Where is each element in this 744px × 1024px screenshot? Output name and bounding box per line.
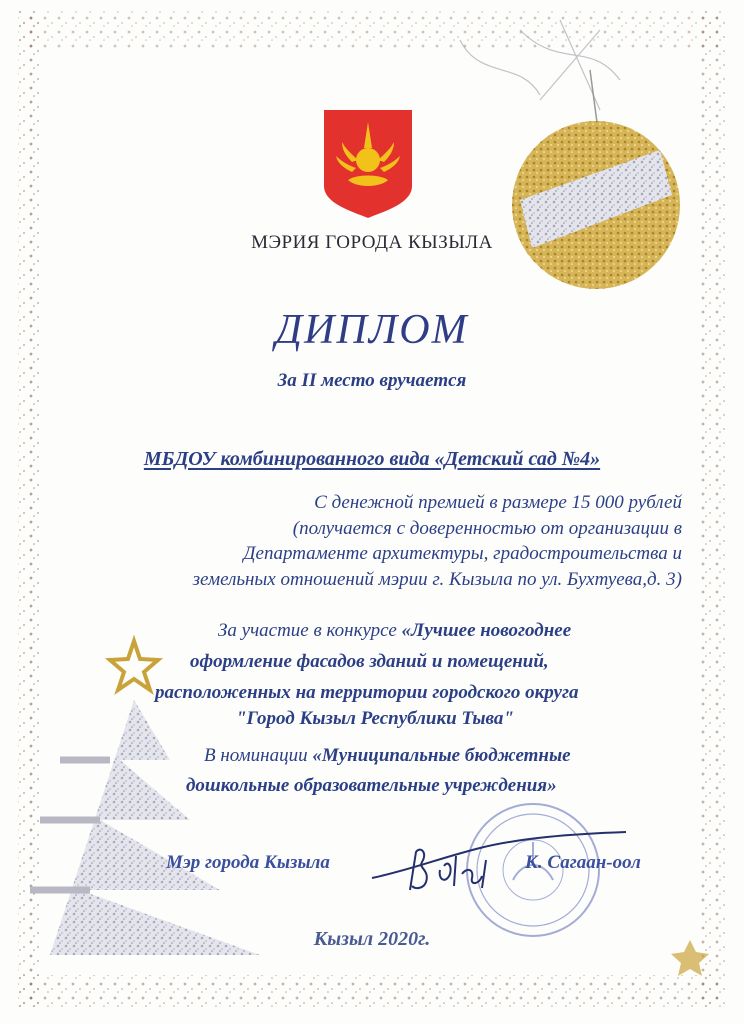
contest-line-2: оформление фасадов зданий и помещений, — [190, 651, 549, 672]
contest-name: «Лучшее новогоднее — [401, 620, 572, 641]
signatory-name: К. Сагаан-оол — [525, 852, 641, 873]
prize-block — [193, 490, 682, 592]
recipient-name: МБДОУ комбинированного вида «Детский сад №4» — [143, 448, 601, 470]
document-title: ДИПЛОМ — [275, 307, 469, 353]
frame-top — [18, 10, 718, 50]
nomination-prefix: В номинации — [204, 745, 313, 766]
contest-prefix: За участие в конкурсе — [218, 620, 402, 641]
prize-line: (получается с доверенностью от организации в — [292, 517, 682, 539]
frame-bottom — [18, 975, 718, 1010]
prize-line: земельных отношений мэрии г. Кызыла по ул. Бухтуева,д. 3) — [192, 568, 682, 590]
issuing-office: МЭРИЯ ГОРОДА КЫЗЫЛА — [251, 232, 493, 253]
prize-line: Департаменте архитектуры, градостроительства и — [243, 543, 682, 564]
contest-line-1 — [218, 620, 571, 642]
prize-line: С денежной премией в размере 15 000 рублей — [314, 492, 682, 513]
nomination-name: «Муниципальные бюджетные — [312, 745, 571, 766]
frame-right — [700, 10, 726, 1010]
contest-line-3: расположенных на территории городского округа — [155, 682, 579, 703]
place-and-date: Кызыл 2020г. — [313, 928, 431, 950]
coat-of-arms-icon — [322, 108, 414, 218]
frame-left — [18, 10, 40, 1010]
award-line: За II место вручается — [277, 370, 467, 391]
nomination-line-2: дошкольные образовательные учреждения» — [186, 775, 557, 796]
signatory-position: Мэр города Кызыла — [166, 852, 330, 873]
ornament-ball — [512, 70, 680, 289]
nomination-line-1 — [204, 745, 571, 767]
contest-line-4: "Город Кызыл Республики Тыва" — [236, 708, 514, 729]
